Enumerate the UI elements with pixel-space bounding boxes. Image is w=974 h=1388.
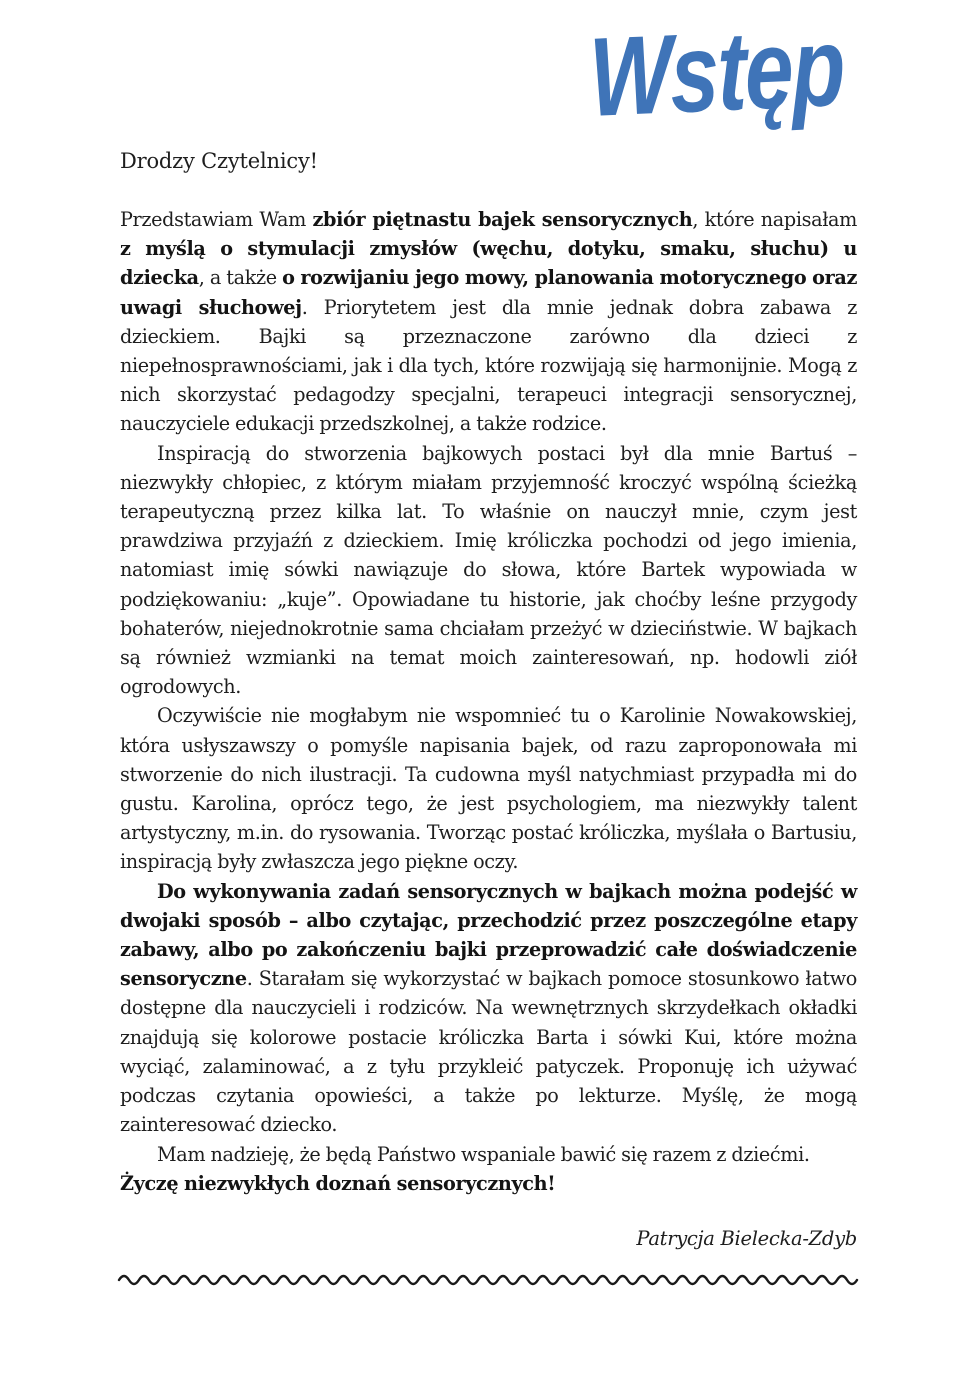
bold-text: z myślą o stymulacji zmysłów (węchu, dotyku, smaku, słuchu) u dziecka (120, 237, 857, 290)
wavy-divider-line (119, 1276, 857, 1284)
bold-text: Do wykonywania zadań sensorycznych w bajkach można podejść w dwojaki sposób – albo czytając, przechodzić przez poszczególne etapy zabawy, albo po zakończeniu bajki przeprowadzić całe doświadczenie sensoryczne (120, 879, 857, 991)
text-run: , które napisałam (692, 208, 857, 231)
wavy-divider (117, 1270, 859, 1290)
paragraph (120, 877, 857, 1140)
paragraph (120, 1140, 857, 1169)
text-run: Mam nadzieję, że będą Państwo wspaniale bawić się razem z dziećmi. (157, 1142, 810, 1166)
bold-text: zbiór piętnastu bajek sensorycznych (312, 208, 693, 231)
author-signature: Patrycja Bielecka-Zdyb (636, 1227, 857, 1250)
body-text (120, 205, 857, 1198)
text-run: Inspiracją do stworzenia bajkowych postaci był dla mnie Bartuś – niezwykły chłopiec, z którym miałam przyjemność kroczyć wspólną ścieżką terapeutyczną przez kilka lat. To właśnie on nauczył mnie, czym jest prawdziwa przyjaźń z dzieckiem. Imię króliczka pochodzi od jego imienia, natomiast imię sówki nawiązuje do słowa, które Bartek wypowiada w podziękowaniu: „kuje”. Opowiadane tu historie, jak choćby leśne przygody bohaterów, niejednokrotnie sama chciałam przeżyć w dzieciństwie. W bajkach są również wzmianki na temat moich zainteresowań, np. hodowli ziół ogrodowych. (120, 441, 857, 699)
text-run: , a także (198, 266, 283, 290)
text-run: . Priorytetem jest dla mnie jednak dobra zabawa z dzieckiem. Bajki są przeznaczone zarówno dla dzieci z niepełnosprawnościami, jak i dla tych, które rozwijają się harmonijnie. Mogą z nich skorzystać pedagodzy specjalni, terapeuci integracji sensorycznej, nauczyciele edukacji przedszkolnej, a także rodzice. (120, 295, 857, 436)
paragraph (120, 439, 857, 702)
paragraph (120, 701, 857, 876)
text-run: Oczywiście nie mogłabym nie wspomnieć tu o Karolinie Nowakowskiej, która usłyszawszy o pomyśle napisania bajek, od razu zaproponowała mi stworzenie do nich ilustracji. Ta cudowna myśl natychmiast przypadła mi do gustu. Karolina, oprócz tego, że jest psychologiem, ma niezwykły talent artystyczny, m.in. do rysowania. Tworząc postać króliczka, myślała o Bartusiu, inspiracją były zwłaszcza jego piękne oczy. (120, 704, 857, 874)
bold-text: o rozwijaniu jego mowy, planowania motorycznego oraz uwagi słuchowej (120, 266, 857, 319)
text-run: Przedstawiam Wam (120, 208, 313, 231)
greeting: Drodzy Czytelnicy! (120, 149, 318, 173)
text-run: . Starałam się wykorzystać w bajkach pomoce stosunkowo łatwo dostępne dla nauczycieli i rodziców. Na wewnętrznych skrzydełkach okładki znajdują się kolorowe postacie króliczka Barta i sówki Kui, które można wyciąć, zalaminować, a z tyłu przykleić patyczek. Proponuję ich używać podczas czytania opowieści, a także po lekturze. Myślę, że mogą zainteresować dziecko. (120, 967, 857, 1137)
paragraph (120, 205, 857, 439)
bold-text: Życzę niezwykłych doznań sensorycznych! (120, 1171, 556, 1195)
paragraph (120, 1169, 857, 1198)
page-title: Wstęp (587, 3, 846, 140)
